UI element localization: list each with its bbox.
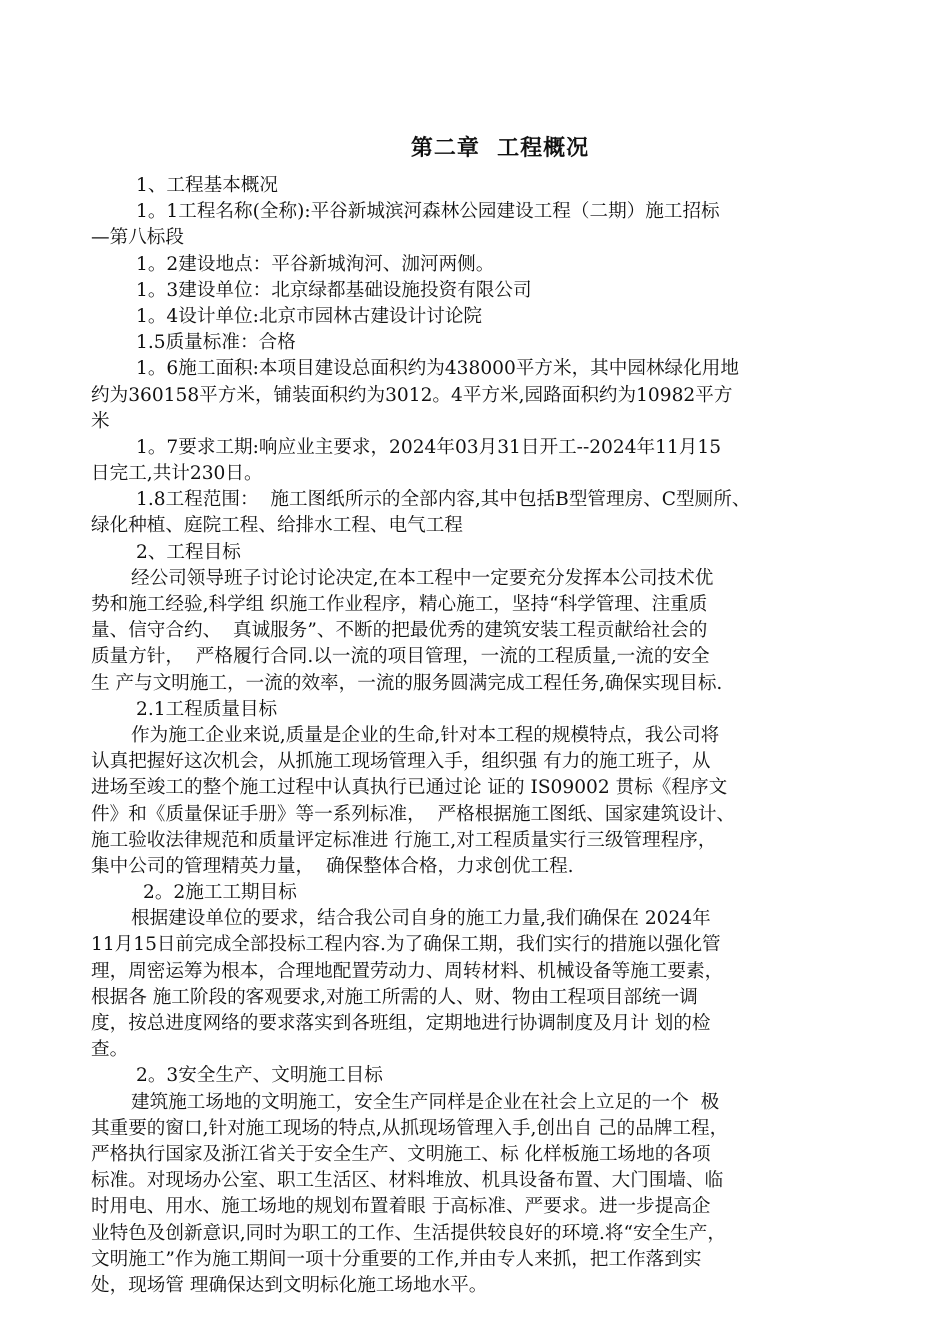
text-line: 度，按总进度网络的要求落实到各班组，定期地进行协调制度及月计 划的检 (91, 1013, 711, 1034)
text-line: —第八标段 (91, 227, 184, 249)
text-line: 查。 (91, 1039, 129, 1061)
text-line: 质量方针， 严格履行合同.以一流的项目管理，一流的工程质量,一流的安全 (91, 646, 710, 668)
text-line: 量、信守合约、 真诚服务”、不断的把最优秀的建筑安装工程贡献给社会的 (91, 620, 708, 642)
text-line: 1。2建设地点：平谷新城洵河、泇河两侧。 (136, 253, 495, 275)
text-line: 业特色及创新意识,同时为职工的工作、生活提供较良好的环境.将“安全生产， (91, 1222, 726, 1244)
text-line: 集中公司的管理精英力量， 确保整体合格，力求创优工程. (91, 855, 574, 877)
text-line: 施工验收法律规范和质量评定标准进 行施工,对工程质量实行三级管理程序， (91, 829, 717, 851)
text-line: 1。3建设单位：北京绿都基础设施投资有限公司 (136, 279, 532, 301)
text-line: 米 (91, 410, 110, 432)
text-line: 11月15日前完成全部投标工程内容.为了确保工期，我们实行的措施以强化管 (91, 934, 721, 956)
text-line: 势和施工经验,科学组 织施工作业程序，精心施工，坚持“科学管理、注重质 (91, 594, 708, 615)
text-line: 2。3安全生产、文明施工目标 (136, 1065, 383, 1087)
text-line: 建筑施工场地的文明施工，安全生产同样是企业在社会上立足的一个 极 (131, 1091, 720, 1113)
text-line: 1、工程基本概况 (136, 175, 278, 196)
text-line: 约为360158平方米，铺装面积约为3012。4平方米,园路面积约为10982平方 (91, 384, 733, 406)
text-line: 标准。对现场办公室、职工生活区、材料堆放、机具设备布置、大门围墙、临 (91, 1170, 724, 1192)
text-line: 根据建设单位的要求，结合我公司自身的施工力量,我们确保在 2024年 (131, 908, 711, 930)
text-line: 认真把握好这次机会，从抓施工现场管理入手，组织强 有力的施工班子，从 (91, 751, 711, 773)
body-text (91, 173, 881, 1299)
text-line: 件》和《质量保证手册》等一系列标准， 严格根据施工图纸、国家建筑设计、 (91, 803, 736, 825)
text-line: 生 产与文明施工，一流的效率，一流的服务圆满完成工程任务,确保实现目标. (91, 672, 723, 694)
text-line: 文明施工”作为施工期间一项十分重要的工作,并由专人来抓，把工作落到实 (91, 1248, 702, 1270)
text-line: 1.8工程范围： 施工图纸所示的全部内容,其中包括B型管理房、C型厕所、 (136, 489, 751, 511)
text-line: 经公司领导班子讨论讨论决定,在本工程中一定要充分发挥本公司技术优 (131, 567, 714, 589)
text-line: 1.5质量标准：合格 (136, 332, 296, 354)
text-line: 1。1工程名称(全称):平谷新城滨河森林公园建设工程（二期）施工招标 (136, 201, 720, 223)
text-line: 日完工,共计230日。 (91, 463, 263, 485)
text-line: 作为施工企业来说,质量是企业的生命,针对本工程的规模特点，我公司将 (131, 724, 720, 746)
text-line: 严格执行国家及浙江省关于安全生产、文明施工、标 化样板施工场地的各项 (91, 1143, 711, 1165)
text-line: 2、工程目标 (136, 541, 241, 563)
text-line: 2.1工程质量目标 (136, 698, 278, 720)
text-line: 时用电、用水、施工场地的规划布置着眼 于高标准、严要求。进一步提高企 (91, 1196, 711, 1218)
text-line: 1。4设计单位:北京市园林古建设计讨论院 (136, 305, 483, 327)
text-line: 1。6施工面积:本项目建设总面积约为438000平方米，其中园林绿化用地 (136, 358, 739, 380)
text-line: 根据各 施工阶段的客观要求,对施工所需的人、财、物由工程项目部统一调 (91, 986, 698, 1008)
text-line: 绿化种植、庭院工程、给排水工程、电气工程 (91, 515, 463, 537)
text-line: 理，周密运筹为根本，合理地配置劳动力、周转材料、机械设备等施工要素， (91, 960, 724, 982)
text-line: 其重要的窗口,针对施工现场的特点,从抓现场管理入手,创出自 己的品牌工程， (91, 1117, 729, 1139)
text-line: 1。7要求工期:响应业主要求，2024年03月31日开工--2024年11月15 (136, 436, 722, 458)
text-line: 2。2施工工期目标 (143, 882, 297, 904)
text-line: 进场至竣工的整个施工过程中认真执行已通过论 证的 IS09002 贯标《程序文 (91, 777, 728, 799)
text-line: 处，现场管 理确保达到文明标化施工场地水平。 (91, 1274, 488, 1296)
chapter-title: 第二章 工程概况 (410, 136, 590, 161)
